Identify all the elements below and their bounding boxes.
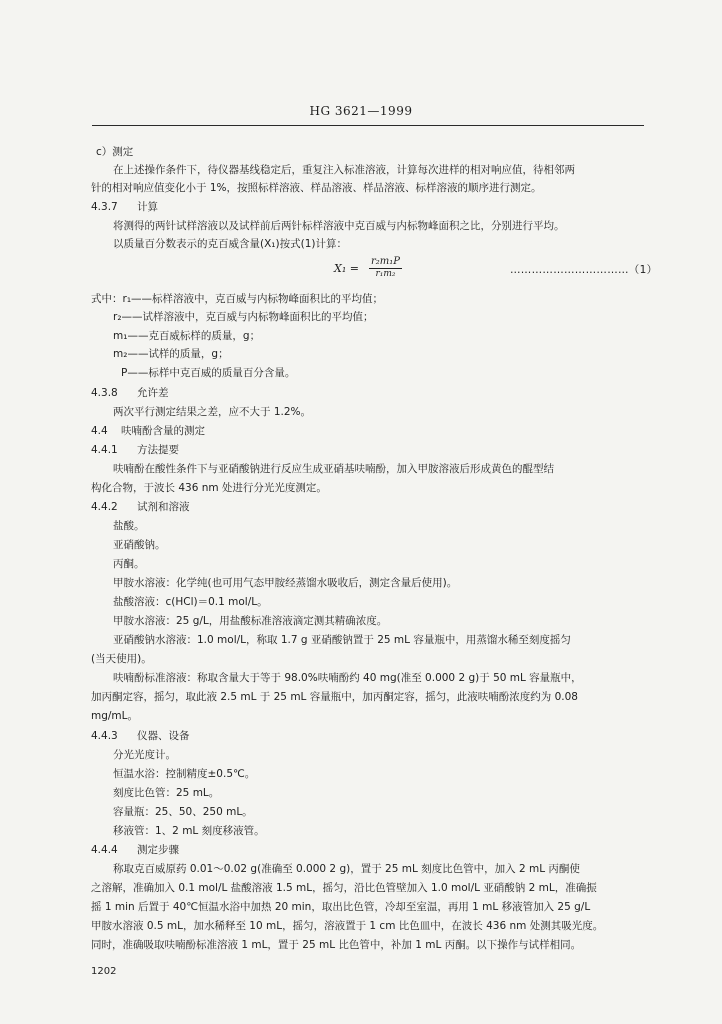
equipment-item: 移液管：1、2 mL 刻度移液管。 (113, 825, 265, 837)
paragraph-line: 摇 1 min 后置于 40℃恒温水浴中加热 20 min，取出比色管，冷却至室温，再用 1 mL 移液管加入 25 g/L (91, 901, 591, 913)
heading-4-3-7 (91, 200, 158, 214)
reagent-item: 盐酸溶液：c(HCl)＝0.1 mol/L。 (113, 596, 268, 608)
equipment-item: 容量瓶：25、50、250 mL。 (113, 806, 253, 818)
header-rule (92, 125, 644, 126)
page-number: 1202 (91, 966, 117, 977)
heading-4-3-8 (91, 386, 169, 400)
legend-line: 式中：r₁——标样溶液中，克百威与内标物峰面积比的平均值； (91, 293, 384, 305)
paragraph-line: 将测得的两针试样溶液以及试样前后两针标样溶液中克百威与内标物峰面积之比，分别进行平均。 (113, 220, 565, 232)
paragraph-line: 称取克百威原药 0.01～0.02 g(准确至 0.000 2 g)，置于 25 mL 刻度比色管中，加入 2 mL 丙酮使 (113, 863, 580, 875)
heading-title: 计算 (137, 201, 158, 213)
heading-4-4-1 (91, 443, 179, 457)
paragraph-line: 针的相对响应值变化小于 1%，按照标样溶液、样品溶液、样品溶液、标样溶液的顺序进行测定。 (91, 182, 542, 194)
heading-title: 试剂和溶液 (137, 501, 190, 513)
reagent-item: 甲胺水溶液：25 g/L，用盐酸标准溶液滴定测其精确浓度。 (113, 615, 388, 627)
paragraph-line: 同时，准确吸取呋喃酚标准溶液 1 mL，置于 25 mL 比色管中，补加 1 mL 丙酮。以下操作与试样相同。 (91, 939, 582, 951)
reagent-item: 呋喃酚标准溶液：称取含量大于等于 98.0%呋喃酚约 40 mg(准至 0.000 2 g)于 50 mL 容量瓶中， (113, 672, 582, 684)
reagent-item: 丙酮。 (113, 558, 145, 570)
legend-line: m₂——试样的质量，g； (113, 348, 229, 360)
legend-line: m₁——克百威标样的质量，g； (113, 330, 261, 342)
heading-number: 4.4.2 (91, 501, 118, 513)
heading-4-4-4 (91, 843, 179, 857)
reagent-item: 甲胺水溶液：化学纯(也可用气态甲胺经蒸馏水吸收后，测定含量后使用)。 (113, 577, 458, 589)
equipment-item: 分光光度计。 (113, 749, 176, 761)
formula-fraction (369, 256, 402, 280)
heading-4-4-3 (91, 729, 190, 743)
reagent-item: 盐酸。 (113, 520, 145, 532)
paragraph-line: 之溶解，准确加入 0.1 mol/L 盐酸溶液 1.5 mL，摇匀，沿比色管壁加入 1.0 mol/L 亚硝酸钠 2 mL，准确振 (91, 882, 597, 894)
paragraph-line: 加丙酮定容，摇匀，取此液 2.5 mL 于 25 mL 容量瓶中，加丙酮定容，摇匀，此液呋喃酚浓度约为 0.08 (91, 691, 578, 703)
reagent-item: 亚硝酸钠。 (113, 539, 166, 551)
paragraph-line: (当天使用)。 (91, 653, 152, 665)
heading-4-4 (91, 424, 205, 438)
paragraph-line: mg/mL。 (91, 710, 139, 722)
paragraph-line: 甲胺水溶液 0.5 mL，加水稀释至 10 mL，摇匀，溶液置于 1 cm 比色皿中，在波长 436 nm 处测其吸光度。 (91, 920, 604, 932)
paragraph-line: 构化合物，于波长 436 nm 处进行分光光度测定。 (91, 482, 327, 494)
heading-title: 允许差 (137, 387, 169, 399)
paragraph-line: 以质量百分数表示的克百威含量(X₁)按式(1)计算： (113, 238, 347, 250)
heading-title: 呋喃酚含量的测定 (121, 425, 205, 437)
legend-line: P——标样中克百威的质量百分含量。 (121, 367, 296, 379)
paragraph-line: 在上述操作条件下，待仪器基线稳定后，重复注入标准溶液，计算每次进样的相对响应值，待相邻两 (113, 164, 575, 176)
formula-1 (334, 256, 402, 280)
heading-number: 4.4.4 (91, 844, 118, 856)
heading-number: 4.3.7 (91, 201, 118, 213)
heading-number: 4.4.3 (91, 730, 118, 742)
heading-title: 仪器、设备 (137, 730, 190, 742)
reagent-item: 亚硝酸钠水溶液：1.0 mol/L，称取 1.7 g 亚硝酸钠置于 25 mL 容量瓶中，用蒸馏水稀至刻度摇匀 (113, 634, 571, 646)
heading-number: 4.4 (91, 425, 108, 437)
formula-lhs: X₁ = (334, 261, 359, 275)
heading-4-4-2 (91, 500, 190, 514)
formula-numerator: r₂m₁P (370, 256, 400, 267)
paragraph-line: 呋喃酚在酸性条件下与亚硝酸钠进行反应生成亚硝基呋喃酚，加入甲胺溶液后形成黄色的醌型结 (113, 463, 554, 475)
heading-number: 4.3.8 (91, 387, 118, 399)
formula-denominator: r₁m₂ (375, 269, 396, 279)
heading-title: 测定步骤 (137, 844, 179, 856)
equipment-item: 恒温水浴：控制精度±0.5℃。 (113, 768, 256, 780)
heading-number: 4.4.1 (91, 444, 118, 456)
legend-line: r₂——试样溶液中，克百威与内标物峰面积比的平均值； (113, 311, 374, 323)
paragraph-line: 两次平行测定结果之差，应不大于 1.2%。 (113, 406, 312, 418)
equipment-item: 刻度比色管：25 mL。 (113, 787, 220, 799)
heading-title: 方法提要 (137, 444, 179, 456)
equation-number: ……………………………（1） (510, 264, 658, 276)
standard-code-header: HG 3621—1999 (309, 104, 413, 118)
step-c-label: c）测定 (96, 146, 134, 158)
